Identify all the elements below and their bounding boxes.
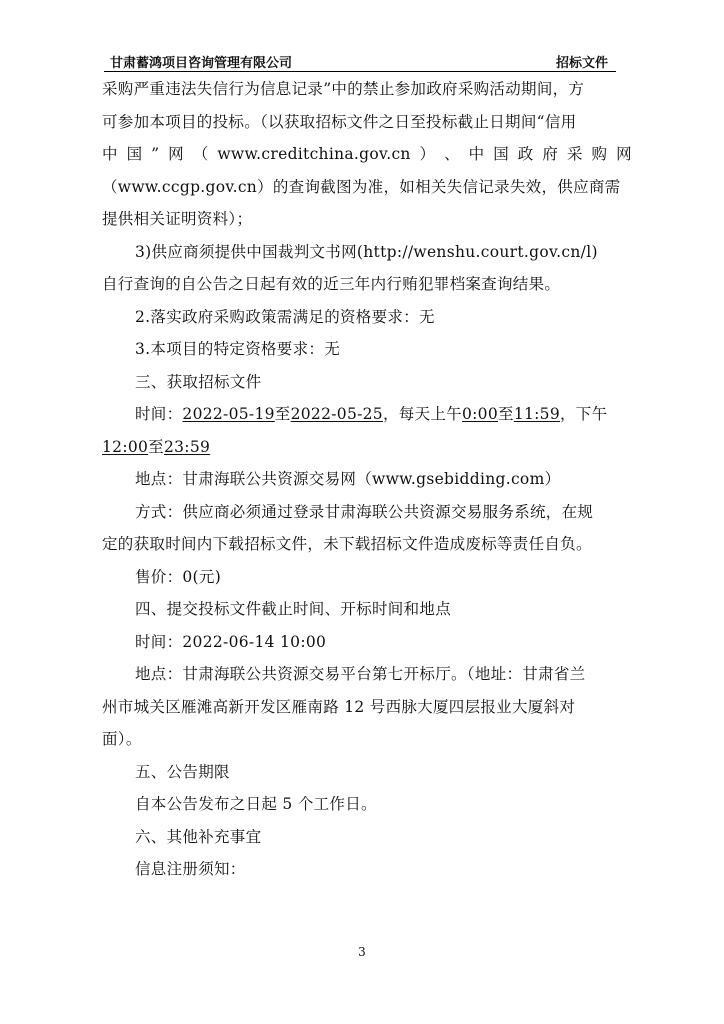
obtain-time-line-2: [102, 431, 632, 464]
section-heading-6: 六、其他补充事宜: [135, 827, 262, 846]
section-heading-4: 四、提交投标文件截止时间、开标时间和地点: [135, 600, 452, 618]
obtain-method-cont: 定的获取时间内下载招标文件，未下载招标文件造成废标等责任自负。: [102, 535, 592, 553]
text-line-3-part: （: [192, 145, 209, 163]
obtain-am-start: 0:00: [461, 405, 498, 423]
text-line-7: 自行查询的自公告之日起有效的近三年内行贿犯罪档案查询结果。: [102, 275, 561, 293]
text-line-3-part: 、: [444, 145, 460, 163]
text-line-3-part: 政: [517, 145, 534, 163]
obtain-to-2: 至: [498, 405, 514, 423]
obtain-to-1: 至: [274, 405, 291, 423]
obtain-time-prefix: 时间：: [135, 405, 183, 423]
obtain-time-line: [102, 398, 632, 431]
obtain-start-date: 2022-05-19: [182, 405, 275, 423]
obtain-method: 方式：供应商必须通过登录甘肃海联公共资源交易服务系统，在规: [135, 502, 594, 521]
bid-location: 地点：甘肃海联公共资源交易平台第七开标厅。（地址：甘肃省兰: [135, 665, 586, 683]
obtain-to-3: 至: [148, 437, 164, 456]
qualification-policy: 2.落实政府采购政策需满足的资格要求：无: [135, 307, 435, 326]
header-doc-type: 招标文件: [555, 56, 608, 71]
obtain-pm-start: 12:00: [102, 437, 149, 456]
header-company: 甘肃蓄鸿项目咨询管理有限公司: [110, 56, 293, 71]
text-line-3-part: 府: [542, 145, 559, 163]
section-heading-3: 三、获取招标文件: [135, 372, 262, 391]
header-rule: [104, 71, 616, 72]
price: 售价：0(元): [135, 567, 222, 586]
text-line-3-part: 购: [591, 145, 608, 163]
obtain-mid: ，每天上午: [382, 405, 462, 423]
registration-notice: 信息注册须知：: [135, 860, 246, 878]
text-line-3-part: 中: [468, 145, 485, 163]
text-line-3-part: 中: [102, 145, 118, 163]
text-line-3-part: 国: [126, 145, 143, 163]
text-line-6: 3)供应商须提供中国裁判文书网(http://wenshu.court.gov.cn/l): [135, 242, 598, 261]
text-line-3-part: 网: [616, 145, 632, 163]
text-line-1: 采购严重违法失信行为信息记录”中的禁止参加政府采购活动期间，方: [102, 80, 585, 98]
deadline-time: 时间：2022-06-14 10:00: [135, 632, 327, 651]
bid-location-cont-2: 面）。: [102, 730, 142, 748]
qualification-specific: 3.本项目的特定资格要求：无: [135, 340, 340, 358]
text-line-4: （www.ccgp.gov.cn）的查询截图为准，如相关失信记录失效，供应商需: [102, 177, 621, 196]
text-line-3-part: ）: [419, 145, 436, 163]
text-line-3-part: 网: [168, 145, 184, 163]
text-line-3-part: 国: [493, 145, 510, 163]
obtain-location: 地点：甘肃海联公共资源交易网（www.gsebidding.com）: [135, 470, 561, 488]
text-line-3-part: ”: [151, 145, 160, 163]
obtain-end-date: 2022-05-25: [290, 405, 383, 423]
text-line-2: 可参加本项目的投标。（以获取招标文件之日至投标截止日期间“信用: [102, 112, 577, 131]
text-line-3: [102, 138, 632, 171]
text-line-3-part: www.creditchina.gov.cn: [217, 145, 411, 163]
announcement-period: 自本公告发布之日起 5 个工作日。: [135, 795, 377, 813]
obtain-am-end: 11:59: [513, 405, 560, 423]
text-line-5: 提供相关证明资料）；: [102, 210, 253, 228]
obtain-pm-end: 23:59: [163, 437, 211, 456]
page-number: 3: [358, 945, 366, 959]
section-heading-5: 五、公告期限: [135, 762, 230, 781]
page-header: [104, 50, 614, 70]
document-body: [102, 73, 632, 886]
text-line-3-part: 采: [566, 145, 583, 163]
obtain-pm-label: ，下午: [559, 405, 608, 423]
bid-location-cont-1: 州市城关区雁滩高新开发区雁南路 12 号西脉大厦四层报业大厦斜对: [102, 697, 576, 716]
